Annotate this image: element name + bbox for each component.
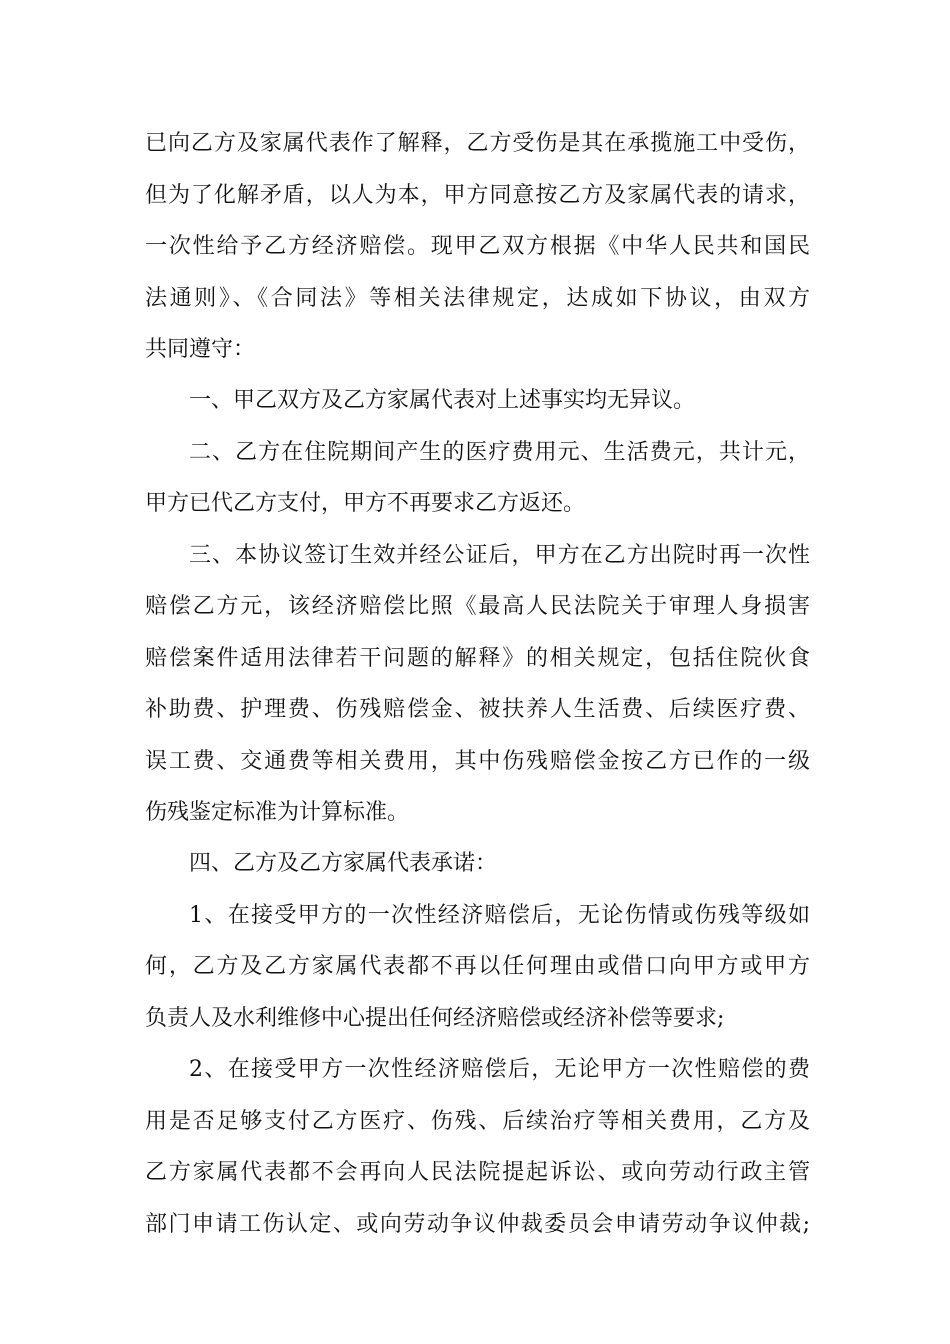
text-line: 赔偿案件适用法律若干问题的解释》的相关规定，包括住院伙食 — [145, 646, 810, 671]
text-line: 负责人及水利维修中心提出任何经济赔偿或经济补偿等要求; — [145, 1006, 725, 1031]
text-line: 部门申请工伤认定、或向劳动争议仲裁委员会申请劳动争议仲裁; — [145, 1212, 810, 1237]
text-line: 何，乙方及乙方家属代表都不再以任何理由或借口向甲方或甲方 — [145, 954, 810, 979]
clause-two: 二、乙方在住院期间产生的医疗费用元、生活费元，共计元， — [189, 440, 810, 465]
text-line: 误工费、交通费等相关费用，其中伤残赔偿金按乙方已作的一级 — [145, 749, 810, 774]
text-line: 但为了化解矛盾，以人为本，甲方同意按乙方及家属代表的请求， — [145, 183, 810, 208]
text-line: 甲方已代乙方支付，甲方不再要求乙方返还。 — [145, 491, 586, 516]
clause-three: 三、本协议签订生效并经公证后，甲方在乙方出院时再一次性 — [189, 543, 810, 568]
text-line: 共同遵守： — [145, 337, 256, 362]
text-line: 已向乙方及家属代表作了解释，乙方受伤是其在承揽施工中受伤， — [145, 131, 810, 156]
sub-clause-two: 2、在接受甲方一次性经济赔偿后，无论甲方一次性赔偿的费 — [189, 1057, 810, 1082]
text-line: 法通则》、《合同法》等相关法律规定，达成如下协议，由双方 — [145, 286, 810, 311]
text-line: 补助费、护理费、伤残赔偿金、被扶养人生活费、后续医疗费、 — [145, 697, 810, 722]
text-line: 用是否足够支付乙方医疗、伤残、后续治疗等相关费用，乙方及 — [145, 1109, 810, 1134]
text-line: 伤残鉴定标准为计算标准。 — [145, 800, 410, 825]
text-line: 一次性给予乙方经济赔偿。现甲乙双方根据《中华人民共和国民 — [145, 234, 810, 259]
clause-one: 一、甲乙双方及乙方家属代表对上述事实均无异议。 — [189, 388, 696, 413]
clause-four: 四、乙方及乙方家属代表承诺： — [189, 851, 498, 876]
sub-clause-one: 1、在接受甲方的一次性经济赔偿后，无论伤情或伤残等级如 — [189, 903, 810, 928]
text-line: 乙方家属代表都不会再向人民法院提起诉讼、或向劳动行政主管 — [145, 1160, 810, 1185]
text-line: 赔偿乙方元，该经济赔偿比照《最高人民法院关于审理人身损害 — [145, 594, 810, 619]
